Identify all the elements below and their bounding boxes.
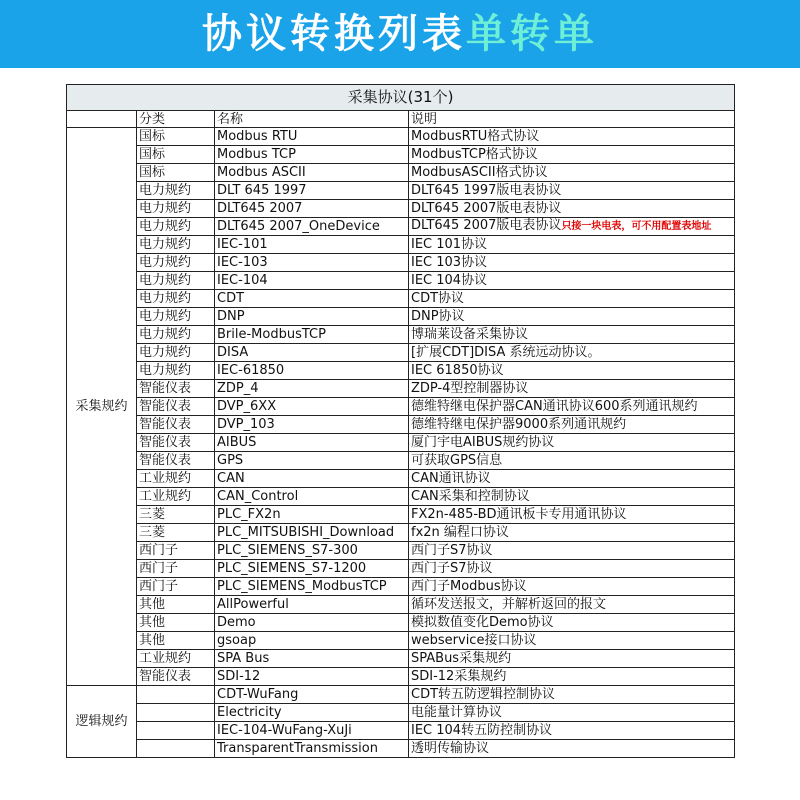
category-cell: 三菱 [137,524,215,542]
name-cell: SDI-12 [215,668,409,686]
description-cell [409,398,735,416]
description-cell [409,326,735,344]
description-text: CDT转五防逻辑控制协议 [411,686,556,702]
table-row [67,596,735,614]
table-row [67,614,735,632]
table-row [67,200,735,218]
name-cell: IEC-104-WuFang-XuJi [215,722,409,740]
name-cell: CAN [215,470,409,488]
category-cell: 其他 [137,614,215,632]
description-text: ModbusRTU格式协议 [411,128,540,144]
description-text: 西门子S7协议 [411,542,493,558]
description-text: 德维特继电保护器CAN通讯协议600系列通讯规约 [411,398,698,414]
header-category: 分类 [137,111,215,128]
description-text: CDT协议 [411,290,465,306]
category-cell: 智能仪表 [137,668,215,686]
description-cell [409,488,735,506]
description-cell [409,164,735,182]
table-row [67,362,735,380]
description-text: CAN通讯协议 [411,470,491,486]
category-cell: 其他 [137,596,215,614]
category-cell: 智能仪表 [137,398,215,416]
name-cell: IEC-101 [215,236,409,254]
description-text: 电能量计算协议 [411,704,503,720]
category-cell: 电力规约 [137,344,215,362]
name-cell: IEC-61850 [215,362,409,380]
warning-note: 只接一块电表，可不用配置表地址 [561,221,712,232]
category-cell: 电力规约 [137,308,215,326]
description-text: webservice接口协议 [411,632,537,648]
name-cell: Electricity [215,704,409,722]
table-row [67,434,735,452]
category-cell: 电力规约 [137,254,215,272]
description-text: 博瑞莱设备采集协议 [411,326,529,342]
description-text: IEC 101协议 [411,236,488,252]
name-cell: PLC_FX2n [215,506,409,524]
name-cell: DLT645 2007 [215,200,409,218]
description-text: DLT645 2007版电表协议 [411,218,562,233]
name-cell: TransparentTransmission [215,740,409,758]
name-cell: Modbus RTU [215,128,409,146]
description-cell [409,632,735,650]
name-cell: CDT [215,290,409,308]
category-cell: 电力规约 [137,272,215,290]
name-cell: DNP [215,308,409,326]
description-cell [409,524,735,542]
table-row [67,416,735,434]
table-row [67,326,735,344]
table-row [67,344,735,362]
table-row [67,740,735,758]
description-text: 厦门宇电AIBUS规约协议 [411,434,555,450]
name-cell: IEC-104 [215,272,409,290]
protocol-table [66,84,735,758]
category-cell: 西门子 [137,542,215,560]
description-text: 透明传输协议 [411,740,490,756]
description-text: 德维特继电保护器9000系列通讯规约 [411,416,627,432]
description-cell [409,272,735,290]
table-row [67,128,735,146]
name-cell: CDT-WuFang [215,686,409,704]
category-cell: 国标 [137,164,215,182]
name-cell: DVP_103 [215,416,409,434]
table-row [67,182,735,200]
name-cell: Brile-ModbusTCP [215,326,409,344]
description-cell [409,722,735,740]
category-cell: 智能仪表 [137,452,215,470]
description-text: IEC 61850协议 [411,362,504,378]
category-cell: 工业规约 [137,650,215,668]
header-description: 说明 [409,111,735,128]
name-cell: AllPowerful [215,596,409,614]
description-text: 西门子S7协议 [411,560,493,576]
description-cell [409,380,735,398]
name-cell: ZDP_4 [215,380,409,398]
category-cell: 电力规约 [137,200,215,218]
description-text: DLT645 2007版电表协议 [411,200,562,216]
name-cell: PLC_MITSUBISHI_Download [215,524,409,542]
category-cell: 智能仪表 [137,380,215,398]
description-cell [409,290,735,308]
table-row [67,524,735,542]
category-cell: 电力规约 [137,236,215,254]
table-row [67,578,735,596]
category-cell [137,722,215,740]
table-row [67,308,735,326]
description-text: IEC 104转五防控制协议 [411,722,553,738]
category-cell: 西门子 [137,578,215,596]
category-cell: 智能仪表 [137,416,215,434]
description-cell [409,254,735,272]
description-text: DNP协议 [411,308,465,324]
description-cell [409,146,735,164]
category-cell: 国标 [137,128,215,146]
table-row [67,560,735,578]
description-text: IEC 103协议 [411,254,488,270]
description-cell [409,668,735,686]
description-cell [409,236,735,254]
description-text: ModbusTCP格式协议 [411,146,538,162]
table-row [67,398,735,416]
description-cell [409,182,735,200]
table-row [67,290,735,308]
table-row [67,650,735,668]
name-cell: DVP_6XX [215,398,409,416]
description-text: CAN采集和控制协议 [411,488,530,504]
description-cell [409,308,735,326]
category-cell: 电力规约 [137,326,215,344]
category-cell: 其他 [137,632,215,650]
table-row [67,668,735,686]
description-cell [409,452,735,470]
banner-title [202,0,598,68]
category-cell: 智能仪表 [137,434,215,452]
description-text: 模拟数值变化Demo协议 [411,614,554,630]
description-cell [409,560,735,578]
table-title-row [67,85,735,111]
description-text: SPABus采集规约 [411,650,512,666]
category-cell [137,686,215,704]
description-cell [409,506,735,524]
description-cell [409,344,735,362]
group-label: 采集规约 [67,128,137,686]
table-row [67,146,735,164]
description-cell [409,362,735,380]
description-text: IEC 104协议 [411,272,488,288]
description-cell [409,578,735,596]
category-cell: 电力规约 [137,218,215,236]
name-cell: IEC-103 [215,254,409,272]
description-cell [409,596,735,614]
category-cell: 西门子 [137,560,215,578]
description-text: 可获取GPS信息 [411,452,503,468]
table-row [67,236,735,254]
name-cell: AIBUS [215,434,409,452]
description-cell [409,470,735,488]
description-text: ZDP-4型控制器协议 [411,380,529,396]
table-title: 采集协议(31个) [67,85,735,111]
description-text: FX2n-485-BD通讯板卡专用通讯协议 [411,506,627,522]
name-cell: DISA [215,344,409,362]
description-cell [409,416,735,434]
description-text: fx2n 编程口协议 [411,524,509,540]
table-row [67,272,735,290]
description-cell [409,614,735,632]
name-cell: Modbus ASCII [215,164,409,182]
table-row [67,722,735,740]
description-text: [扩展CDT]DISA 系统远动协议。 [411,344,601,360]
description-text: 循环发送报文，并解析返回的报文 [411,596,607,612]
description-cell [409,542,735,560]
name-cell: gsoap [215,632,409,650]
header-banner [0,0,800,68]
table-row [67,218,735,236]
table-row [67,488,735,506]
category-cell: 三菱 [137,506,215,524]
name-cell: PLC_SIEMENS_S7-300 [215,542,409,560]
group-label: 逻辑规约 [67,686,137,758]
description-cell [409,218,735,236]
name-cell: Demo [215,614,409,632]
category-cell: 电力规约 [137,182,215,200]
table-row [67,506,735,524]
description-cell [409,650,735,668]
name-cell: CAN_Control [215,488,409,506]
category-cell [137,704,215,722]
name-cell: DLT645 2007_OneDevice [215,218,409,236]
description-cell [409,434,735,452]
description-cell [409,200,735,218]
banner-title-accent: 单转单 [466,11,598,57]
description-cell [409,686,735,704]
name-cell: GPS [215,452,409,470]
description-text: SDI-12采集规约 [411,668,507,684]
table-row [67,632,735,650]
table-header-row [67,111,735,128]
description-cell [409,740,735,758]
name-cell: DLT 645 1997 [215,182,409,200]
table-row [67,542,735,560]
name-cell: PLC_SIEMENS_S7-1200 [215,560,409,578]
table-row [67,704,735,722]
table-row [67,380,735,398]
table-row [67,686,735,704]
table-row [67,164,735,182]
category-cell: 工业规约 [137,488,215,506]
name-cell: PLC_SIEMENS_ModbusTCP [215,578,409,596]
category-cell: 电力规约 [137,290,215,308]
description-text: DLT645 1997版电表协议 [411,182,562,198]
header-name: 名称 [215,111,409,128]
table-row [67,470,735,488]
table-row [67,452,735,470]
description-cell [409,704,735,722]
banner-title-main: 协议转换列表 [202,11,466,57]
header-group-cell [67,111,137,128]
name-cell: Modbus TCP [215,146,409,164]
category-cell: 工业规约 [137,470,215,488]
table-row [67,254,735,272]
description-text: 西门子Modbus协议 [411,578,527,594]
category-cell: 电力规约 [137,362,215,380]
name-cell: SPA Bus [215,650,409,668]
description-text: ModbusASCII格式协议 [411,164,548,180]
description-cell [409,128,735,146]
category-cell [137,740,215,758]
category-cell: 国标 [137,146,215,164]
